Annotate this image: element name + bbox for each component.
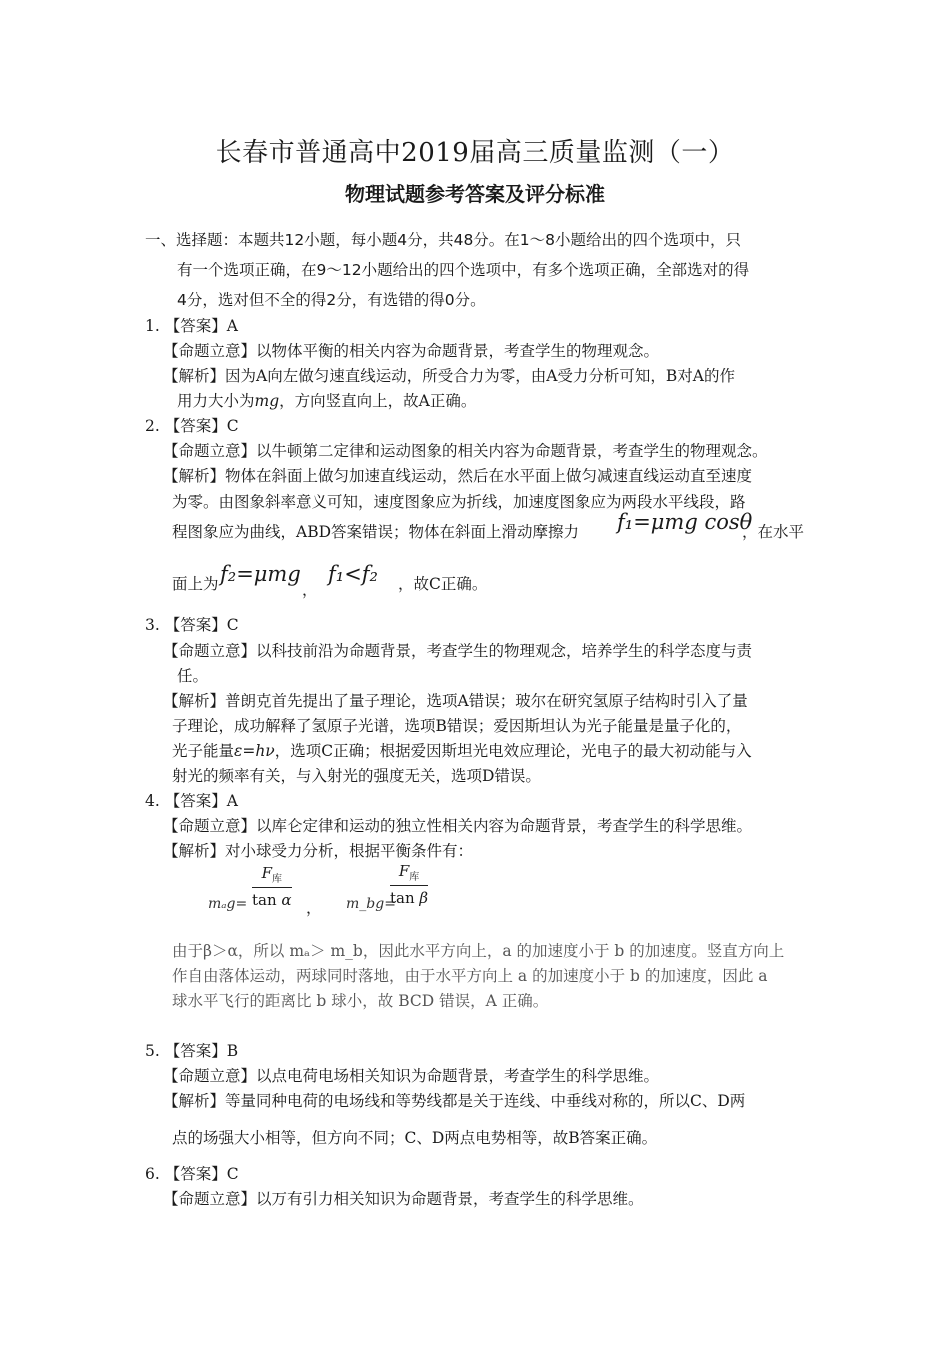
q4-continuation-line3: 球水平飞行的距离比 b 球小，故 BCD 错误，A 正确。 xyxy=(172,992,549,1010)
q4-continuation-line2: 作自由落体运动，两球同时落地，由于水平方向上 a 的加速度小于 b 的加速度，因此 a xyxy=(172,967,768,985)
q4-eq2-den-var: β xyxy=(419,889,429,907)
q1-analysis-line2 xyxy=(177,391,476,411)
q2-formula-compare: f₁<f₂ xyxy=(328,562,378,586)
q1-analysis-text-end: ，方向竖直向上，故A正确。 xyxy=(279,392,477,410)
q2-analysis-line1: 【解析】物体在斜面上做匀加速直线运动，然后在水平面上做匀减速直线运动直至速度 xyxy=(163,467,753,485)
q4-eq2-fraction-bar xyxy=(390,885,428,886)
q4-eq2-left: m_bg= xyxy=(346,896,396,912)
q4-eq1-numerator: F xyxy=(261,864,272,882)
q3-analysis-line2: 子理论，成功解释了氢原子光谱，选项B错误；爱因斯坦认为光子能量是量子化的， xyxy=(172,717,742,735)
q4-answer: 4. 【答案】A xyxy=(145,792,238,810)
q1-analysis-text: 用力大小为 xyxy=(177,392,255,410)
q6-answer: 6. 【答案】C xyxy=(145,1165,239,1183)
q3-analysis-text-end: ，选项C正确；根据爱因斯坦光电效应理论，光电子的最大初动能与入 xyxy=(274,742,752,760)
q4-eq2-numerator-sub: 库 xyxy=(409,872,420,883)
q3-analysis-line3 xyxy=(172,741,752,761)
q1-analysis-line1: 【解析】因为A向左做匀速直线运动，所受合力为零，由A受力分析可知，B对A的作 xyxy=(163,367,735,385)
q2-formula-friction-flat: f₂=μmg xyxy=(220,562,301,586)
q3-answer: 3. 【答案】C xyxy=(145,616,239,634)
q4-intent: 【命题立意】以库仑定律和运动的独立性相关内容为命题背景，考查学生的科学思维。 xyxy=(163,817,753,835)
q4-eq2-fraction xyxy=(390,862,428,907)
section-heading-line1: 一、选择题：本题共12小题，每小题4分，共48分。在1～8小题给出的四个选项中，只 xyxy=(145,231,742,249)
q2-intent: 【命题立意】以牛顿第二定律和运动图象的相关内容为命题背景，考查学生的物理观念。 xyxy=(163,442,768,460)
q2-analysis-line4: 面上为 xyxy=(172,575,219,593)
q4-continuation-line1: 由于β＞α，所以 mₐ＞ m_b，因此水平方向上，a 的加速度小于 b 的加速度。竖直方向上 xyxy=(172,942,785,960)
q3-analysis-text: 光子能量 xyxy=(172,742,235,760)
q1-answer: 1. 【答案】A xyxy=(145,317,238,335)
q5-answer: 5. 【答案】B xyxy=(145,1042,239,1060)
q4-eq1-left: mₐg= xyxy=(208,896,248,912)
q5-intent: 【命题立意】以点电荷电场相关知识为命题背景，考查学生的科学思维。 xyxy=(163,1067,660,1085)
q2-answer: 2. 【答案】C xyxy=(145,417,239,435)
q2-analysis-line4-end: ，故C正确。 xyxy=(398,575,488,593)
q4-eq1-fraction xyxy=(252,864,292,909)
q4-eq1-den-var: α xyxy=(281,891,292,909)
q4-analysis-line1: 【解析】对小球受力分析，根据平衡条件有： xyxy=(163,842,474,860)
q5-analysis-line2: 点的场强大小相等，但方向不同；C、D两点电势相等，故B答案正确。 xyxy=(172,1129,658,1147)
q5-analysis-line1: 【解析】等量同种电荷的电场线和等势线都是关于连线、中垂线对称的，所以C、D两 xyxy=(163,1092,746,1110)
q3-analysis-line1: 【解析】普朗克首先提出了量子理论，选项A错误；玻尔在研究氢原子结构时引入了量 xyxy=(163,692,748,710)
q3-analysis-line4: 射光的频率有关，与入射光的强度无关，选项D错误。 xyxy=(172,767,541,785)
q3-intent-line2: 任。 xyxy=(177,667,209,685)
section-heading-line3: 4分，选对但不全的得2分，有选错的得0分。 xyxy=(177,291,486,309)
q3-photon-energy: ε=hν xyxy=(234,742,275,760)
q4-eq1-den-fn: tan xyxy=(252,891,277,909)
q2-analysis-line3: 程图象应为曲线，ABD答案错误；物体在斜面上滑动摩擦力 xyxy=(172,523,580,541)
q2-analysis-line2: 为零。由图象斜率意义可知，速度图象应为折线，加速度图象应为两段水平线段，路 xyxy=(172,493,746,511)
q2-formula-friction-incline: f₁=μmg cosθ xyxy=(617,510,753,534)
q2-formula-comma: ， xyxy=(302,581,318,599)
q4-eq2-den-fn: tan xyxy=(390,889,415,907)
page-title: 长春市普通高中2019届高三质量监测（一） xyxy=(215,138,735,168)
page-subtitle: 物理试题参考答案及评分标准 xyxy=(345,182,605,206)
q1-intent: 【命题立意】以物体平衡的相关内容为命题背景，考查学生的物理观念。 xyxy=(163,342,660,360)
q1-mg: mg xyxy=(254,392,280,410)
q4-eq1-numerator-sub: 库 xyxy=(271,874,282,885)
q4-eq-separator: ， xyxy=(306,899,322,917)
q2-analysis-line3-end: ，在水平 xyxy=(742,523,805,541)
q4-eq1-fraction-bar xyxy=(252,887,292,888)
q4-eq2-numerator: F xyxy=(398,862,410,880)
q3-intent-line1: 【命题立意】以科技前沿为命题背景，考查学生的物理观念，培养学生的科学态度与责 xyxy=(163,642,753,660)
section-heading-line2: 有一个选项正确，在9～12小题给出的四个选项中，有多个选项正确，全部选对的得 xyxy=(177,261,750,279)
q6-intent: 【命题立意】以万有引力相关知识为命题背景，考查学生的科学思维。 xyxy=(163,1190,644,1208)
